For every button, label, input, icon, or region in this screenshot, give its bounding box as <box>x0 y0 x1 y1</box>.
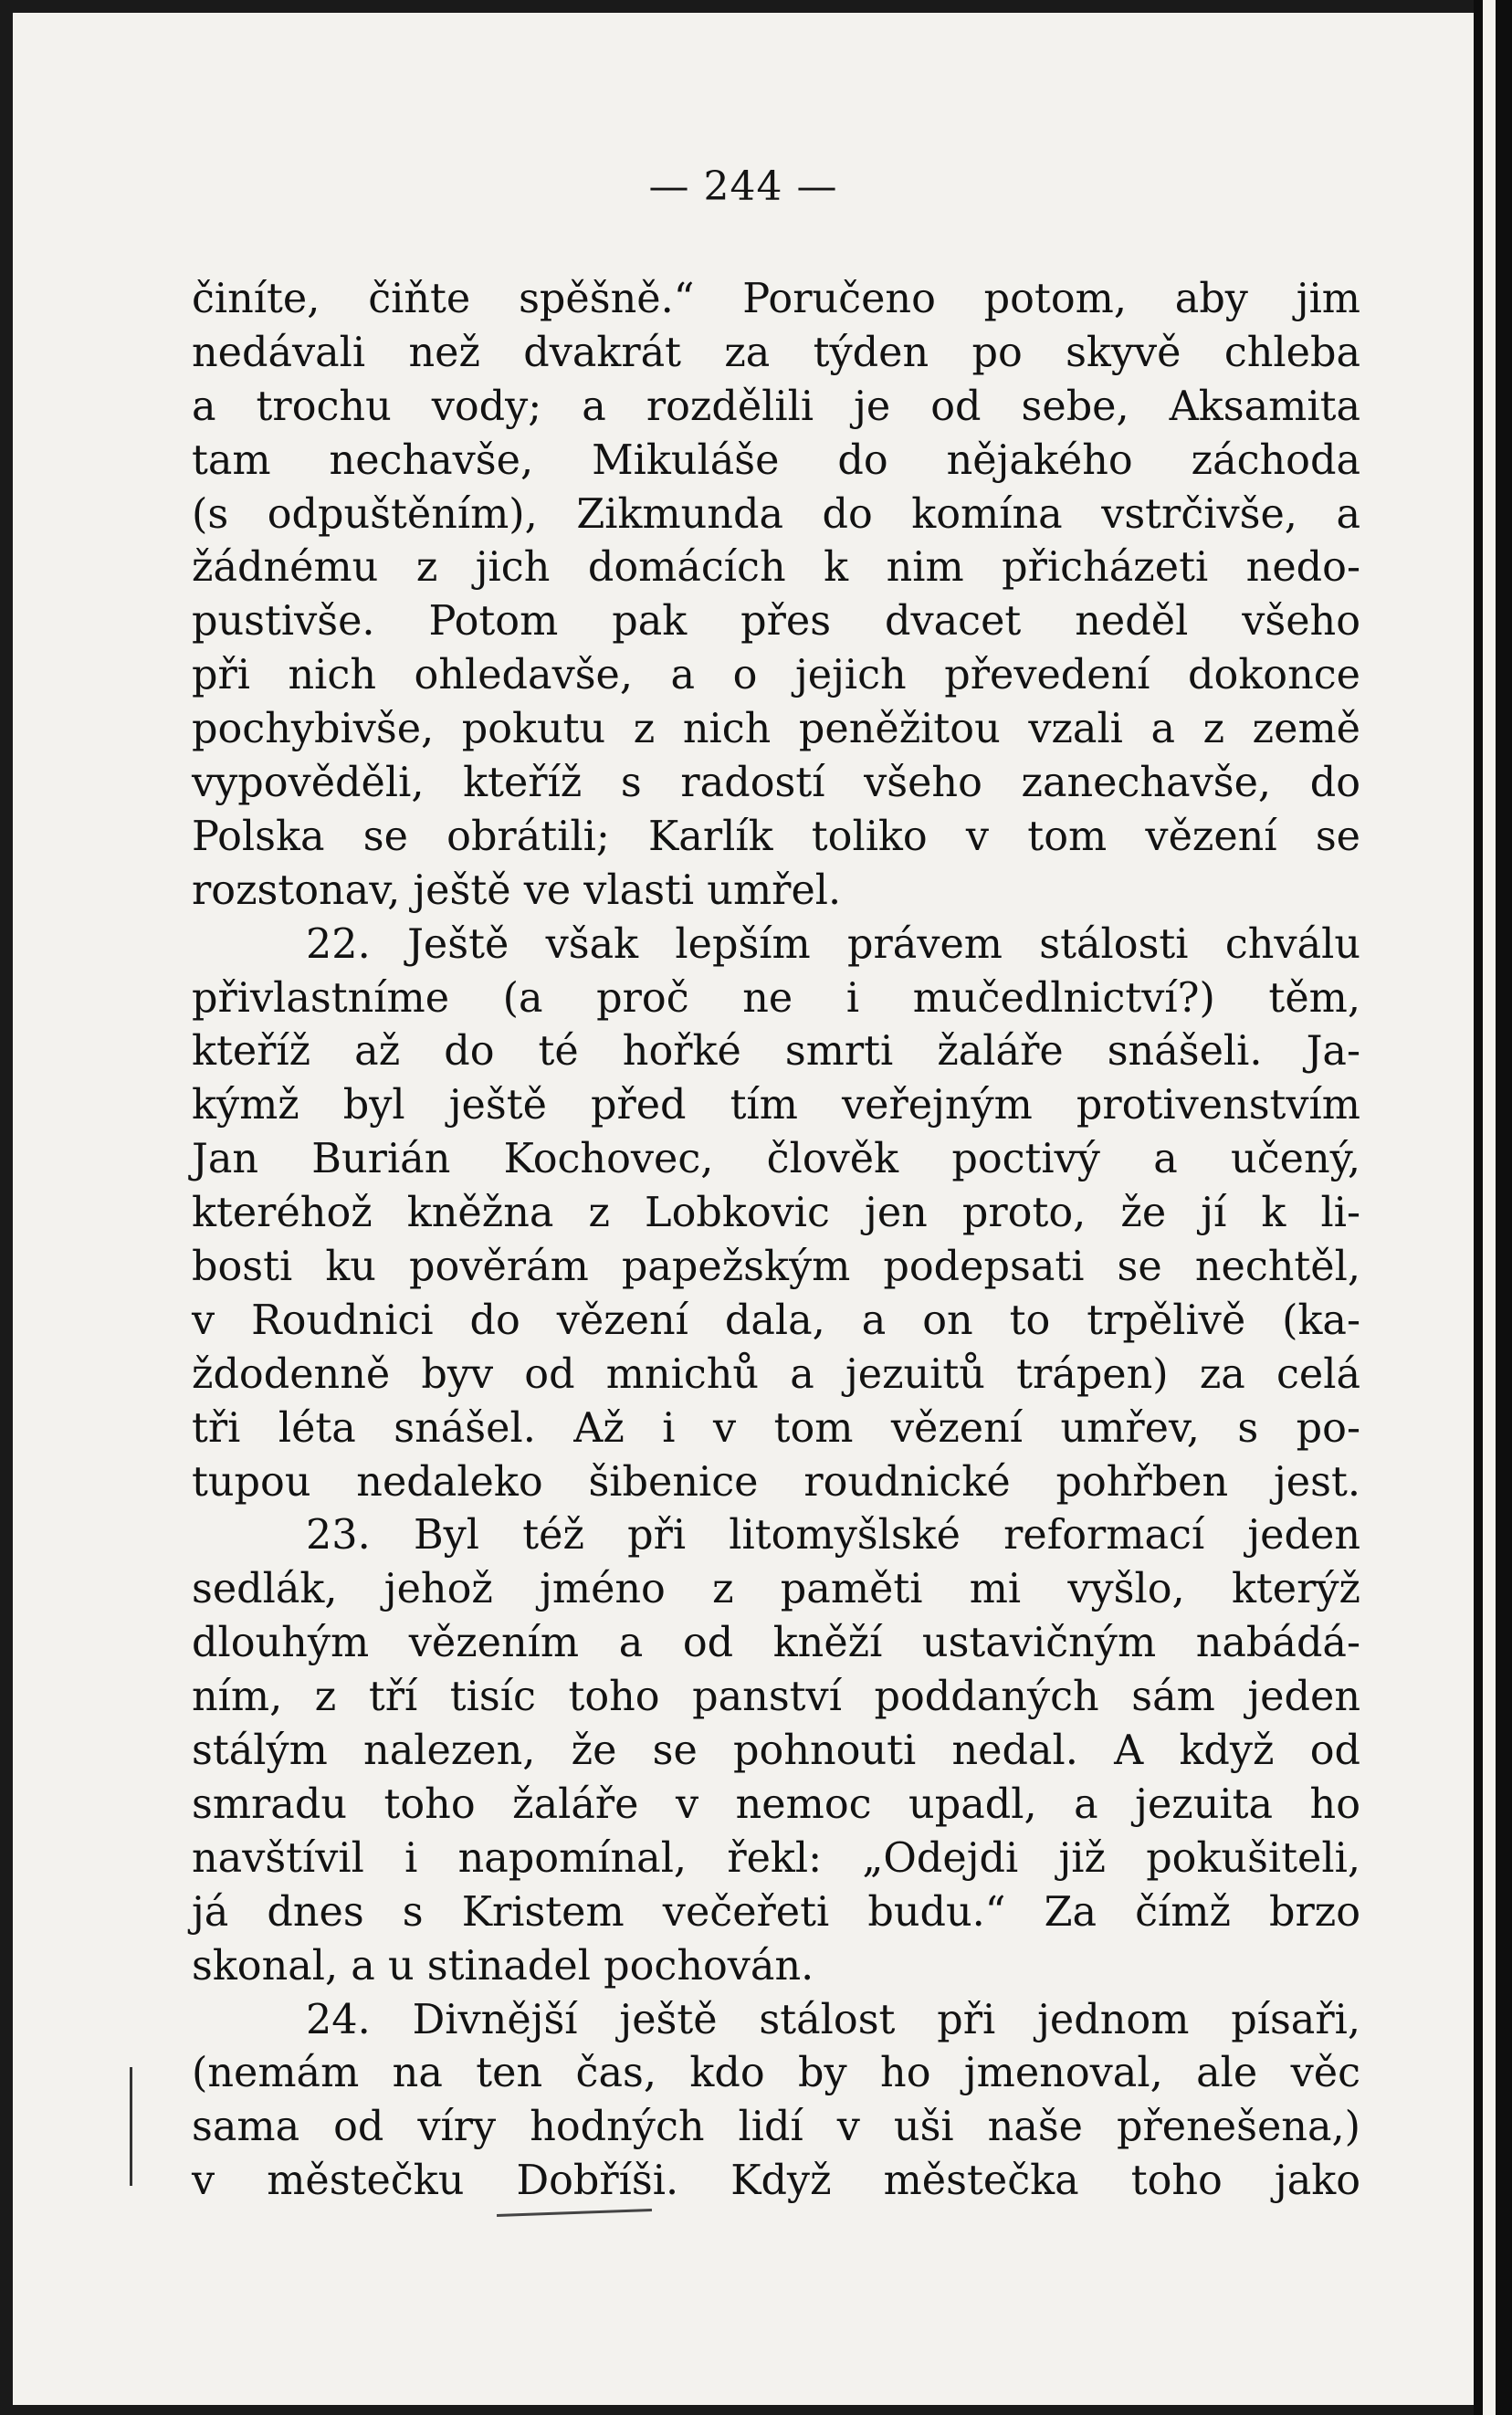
text-line: navštívil i napomínal, řekl: „Odejdi již pokušiteli, <box>192 1834 1360 1882</box>
text-line: skonal, a u stinadel pochován. <box>192 1942 814 1990</box>
text-line: bosti ku pověrám papežským podepsati se nechtěl, <box>192 1244 1360 1291</box>
text-line: vypověděli, kteříž s radostí všeho zanechavše, do <box>192 760 1360 807</box>
text-line: v Roudnici do vězení dala, a on to trpělivě (ka- <box>192 1297 1360 1344</box>
text-line: ním, z tří tisíc toho panství poddaných sám jeden <box>192 1674 1360 1721</box>
text-line: kteříž až do té hořké smrti žaláře snášeli. Ja- <box>192 1028 1360 1076</box>
text-line: ždodenně byv od mnichů a jezuitů trápen) za celá <box>192 1350 1360 1398</box>
next-page-edge <box>1483 0 1496 2415</box>
text-line: (nemám na ten čas, kdo by ho jmenoval, ale věc <box>192 2050 1360 2097</box>
text-line: stálým nalezen, že se pohnouti nedal. A když od <box>192 1727 1360 1775</box>
text-line: Jan Burián Kochovec, člověk poctivý a učený, <box>192 1136 1360 1183</box>
text-line: sama od víry hodných lidí v uši naše přenešena,) <box>192 2104 1360 2151</box>
text-line: sedlák, jehož jméno z paměti mi vyšlo, kterýž <box>192 1566 1360 1613</box>
text-line: kýmž byl ještě před tím veřejným protivenstvím <box>192 1082 1360 1129</box>
text-line: rozstonav, ještě ve vlasti umřel. <box>192 866 842 914</box>
handwritten-underline <box>497 2209 652 2217</box>
margin-pencil-mark <box>130 2067 132 2186</box>
text-line: já dnes s Kristem večeřeti budu.“ Za čímž brzo <box>192 1888 1360 1936</box>
text-line: (s odpuštěním), Zikmunda do komína vstrčivše, a <box>192 490 1360 538</box>
text-line: přivlastníme (a proč ne i mučedlnictví?) těm, <box>192 974 1360 1022</box>
page-number: — 244 — <box>648 163 838 210</box>
text-line: tři léta snášel. Až i v tom vězení umřev, s po- <box>192 1404 1360 1452</box>
text-line: při nich ohledavše, a o jejich převedení dokonce <box>192 652 1360 699</box>
text-line: kteréhož kněžna z Lobkovic jen proto, že jí k li- <box>192 1190 1360 1237</box>
text-line: pustivše. Potom pak přes dvacet neděl všeho <box>192 598 1360 646</box>
text-line: tam nechavše, Mikuláše do nějakého záchoda <box>192 436 1360 484</box>
text-line: činíte, čiňte spěšně.“ Poručeno potom, aby jim <box>192 276 1360 322</box>
book-page <box>13 13 1474 2405</box>
text-line: nedávali než dvakrát za týden po skyvě chleba <box>192 329 1360 376</box>
paragraph-start-line: 24. Divnější ještě stálost při jednom písaři, <box>306 1996 1360 2043</box>
text-line: žádnému z jich domácích k nim přicházeti nedo- <box>192 544 1360 592</box>
text-line: Polska se obrátili; Karlík toliko v tom vězení se <box>192 813 1360 860</box>
text-line: v městečku Dobříši. Když městečka toho jako <box>192 2158 1360 2205</box>
paragraph-start-line: 23. Byl též při litomyšlské reformací jeden <box>306 1512 1360 1559</box>
text-line: dlouhým vězením a od kněží ustavičným nabádá- <box>192 1620 1360 1667</box>
scan-border <box>1474 0 1512 2415</box>
text-line: smradu toho žaláře v nemoc upadl, a jezuita ho <box>192 1780 1360 1828</box>
text-line: tupou nedaleko šibenice roudnické pohřben jest. <box>192 1458 1360 1506</box>
body-text <box>192 273 1360 2209</box>
text-line: pochybivše, pokutu z nich peněžitou vzali a z země <box>192 706 1360 753</box>
paragraph-start-line: 22. Ještě však lepším právem stálosti chválu <box>306 920 1360 968</box>
text-line: a trochu vody; a rozdělili je od sebe, Aksamita <box>192 383 1360 430</box>
